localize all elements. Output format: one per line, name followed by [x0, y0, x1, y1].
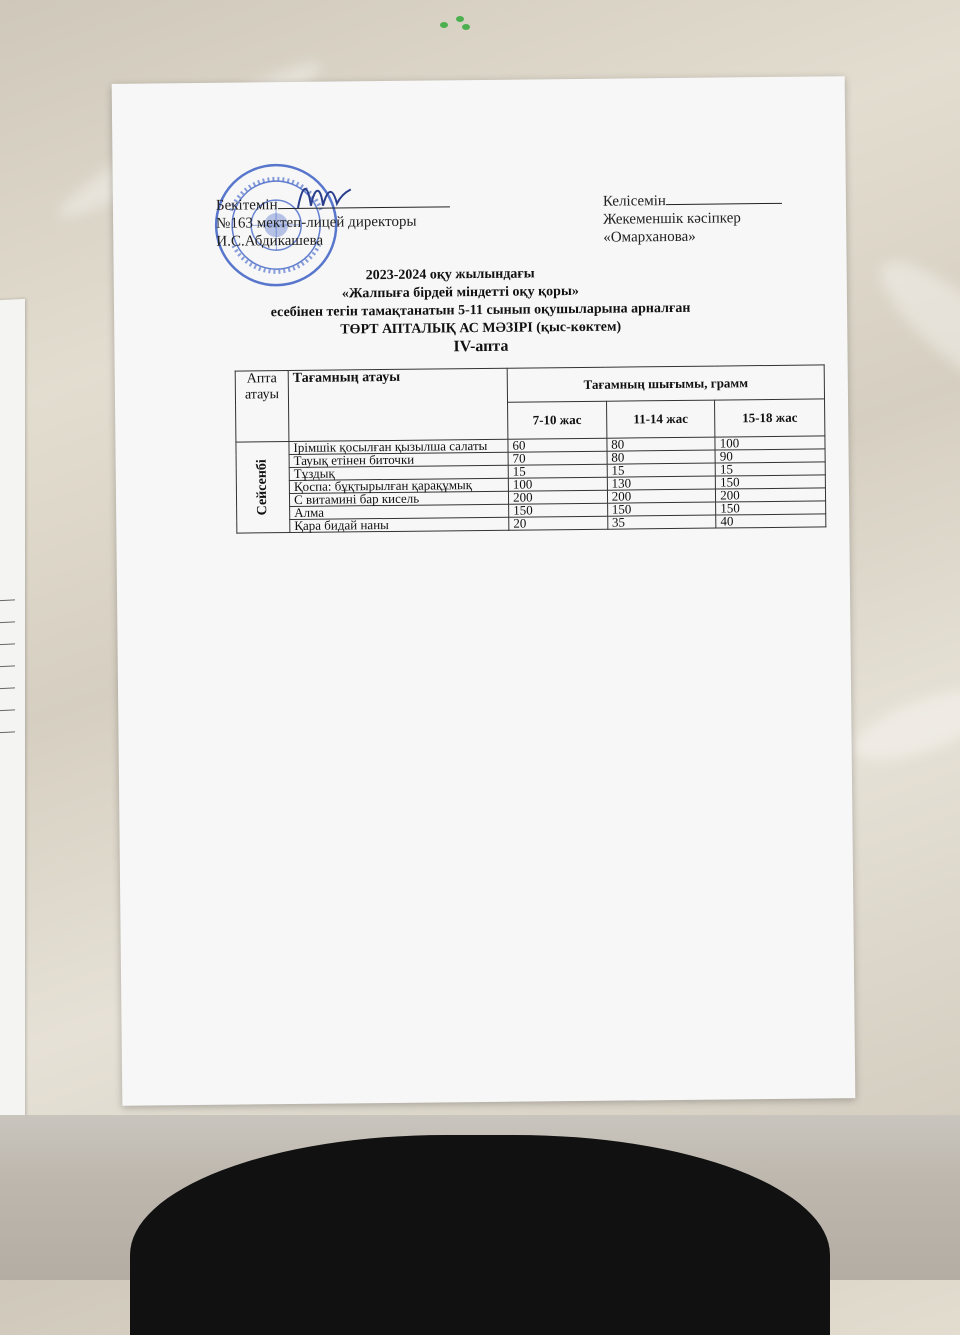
title-year: 2023-2024 оқу жылындағы	[365, 266, 535, 284]
left-paper-sheet	[0, 299, 25, 1181]
yield-value: 150	[509, 503, 608, 517]
signature-line	[277, 192, 449, 209]
dish-name: Алма	[290, 504, 509, 519]
entrepreneur-position: Жекеменшік кәсіпкер	[603, 210, 741, 228]
day-cell	[236, 442, 290, 534]
yield-value: 70	[508, 451, 607, 465]
yield-value: 200	[508, 490, 607, 504]
yield-value: 20	[509, 516, 608, 530]
dish-name: Ірімшік қосылған қызылша салаты	[289, 439, 508, 454]
dish-name: Қара бидай наны	[290, 517, 509, 532]
yield-value: 15	[715, 462, 825, 476]
day-label: Сейсенбі	[254, 459, 271, 516]
agree-label: Келісемін	[602, 193, 666, 210]
header-age-1: 7-10 жас	[508, 402, 607, 440]
header-dish-name: Тағамның атауы	[288, 368, 508, 441]
title-week: IV-апта	[453, 337, 509, 356]
yield-value: 60	[508, 438, 607, 452]
yield-value: 15	[508, 464, 607, 478]
dish-name: Тауық етінен биточки	[289, 452, 508, 467]
yield-value: 40	[716, 514, 826, 528]
yield-value: 100	[508, 477, 607, 491]
green-spot	[456, 16, 464, 22]
yield-value: 130	[607, 476, 716, 490]
yield-value: 15	[607, 463, 716, 477]
agreement-block	[603, 189, 783, 247]
yield-value: 150	[607, 502, 716, 516]
header-week: Апта атауы	[235, 371, 289, 443]
title-menu: ТӨРТ АПТАЛЫҚ АС МӘЗІРІ (қыс-көктем)	[340, 319, 622, 338]
dark-object	[130, 1135, 830, 1335]
approval-block	[216, 192, 450, 250]
menu-document	[112, 76, 856, 1106]
green-spot	[440, 22, 448, 28]
marble-vein	[846, 676, 960, 774]
director-position: №163 мектеп-лицей директоры	[216, 213, 417, 232]
yield-value: 200	[716, 488, 826, 502]
yield-value: 35	[607, 515, 716, 529]
header-yield: Тағамның шығымы, грамм	[507, 365, 824, 403]
marble-vein	[864, 243, 960, 418]
yield-value: 150	[716, 475, 826, 489]
header-age-3: 15-18 жас	[715, 399, 825, 437]
dish-name: С витамині бар кисель	[289, 491, 508, 506]
yield-value: 80	[607, 450, 716, 464]
yield-value: 200	[607, 489, 716, 503]
signature-line	[666, 189, 782, 205]
director-name: И.С.Абдикашева	[216, 232, 324, 250]
yield-value: 100	[715, 436, 825, 450]
title-purpose: есебінен тегін тамақтанатын 5-11 сынып оқушыларына арналған	[270, 300, 691, 321]
yield-value: 150	[716, 501, 826, 515]
yield-value: 90	[715, 449, 825, 463]
header-age-2: 11-14 жас	[606, 401, 715, 439]
menu-table	[235, 364, 827, 533]
approve-label: Бекітемін	[215, 197, 278, 214]
dish-name: Қоспа: бұқтырылған қарақұмық	[289, 478, 508, 493]
green-spot	[462, 24, 470, 30]
title-fund: «Жалпыға бірдей міндетті оқу қоры»	[341, 283, 579, 302]
entrepreneur-name: «Омарханова»	[603, 228, 696, 246]
dish-name: Тұздық	[289, 465, 508, 480]
yield-value: 80	[607, 437, 716, 451]
document-titles	[114, 262, 848, 360]
